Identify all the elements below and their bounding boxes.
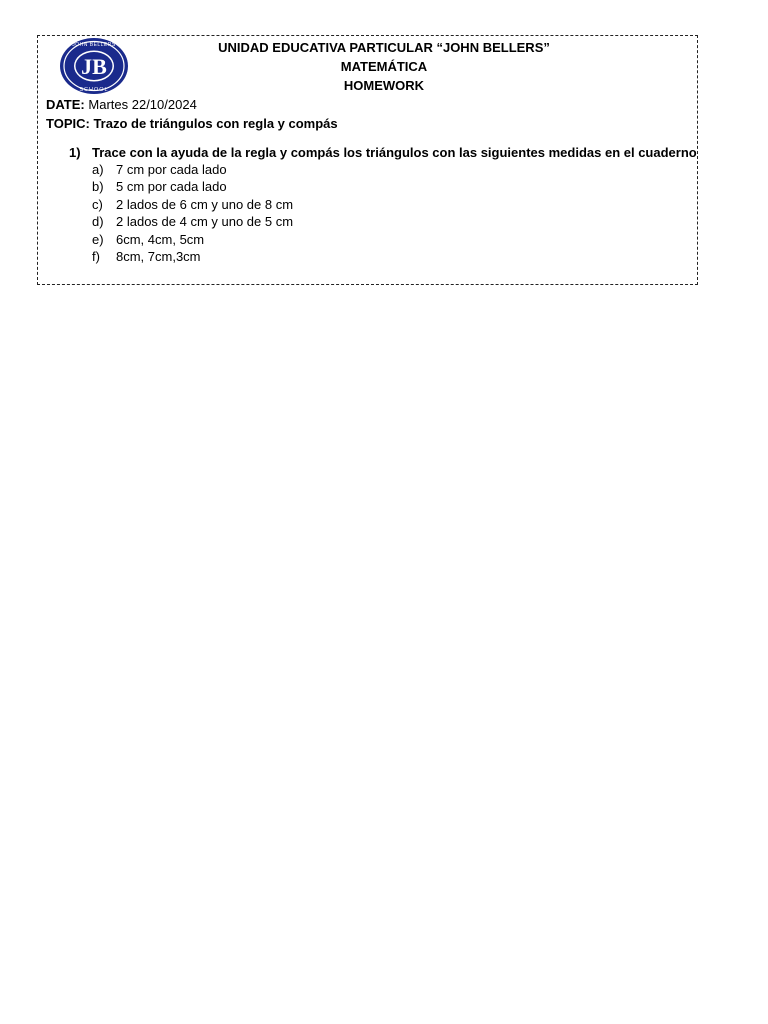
item-marker: f) (92, 249, 100, 264)
topic-label: TOPIC: (46, 116, 90, 131)
list-item: 5 cm por cada lado (116, 179, 227, 194)
homework-title: HOMEWORK (343, 78, 425, 93)
item-marker: c) (92, 197, 103, 212)
topic-value: Trazo de triángulos con regla y compás (93, 116, 338, 131)
item-marker: e) (92, 232, 104, 247)
list-item: 6cm, 4cm, 5cm (116, 232, 205, 247)
list-item: 2 lados de 6 cm y uno de 8 cm (116, 197, 294, 212)
item-marker: d) (92, 214, 104, 229)
date-label: DATE: (46, 97, 85, 112)
item-marker: a) (92, 162, 104, 177)
topic-line (46, 116, 338, 132)
question-number: 1) (69, 145, 81, 160)
svg-text:JB: JB (81, 54, 107, 79)
svg-text:SCHOOL: SCHOOL (79, 87, 109, 93)
list-item: 2 lados de 4 cm y uno de 5 cm (116, 214, 294, 229)
list-item: 7 cm por cada lado (116, 162, 227, 177)
date-value: Martes 22/10/2024 (88, 97, 197, 112)
date-line (46, 97, 197, 113)
svg-text:JOHN BELLERS: JOHN BELLERS (72, 42, 116, 48)
list-item: 8cm, 7cm,3cm (116, 249, 201, 264)
item-marker: b) (92, 179, 104, 194)
subject-title: MATEMÁTICA (340, 59, 428, 74)
question-text: Trace con la ayuda de la regla y compás los triángulos con las siguientes medidas en el cuaderno (92, 145, 697, 160)
school-name: UNIDAD EDUCATIVA PARTICULAR “JOHN BELLERS” (218, 40, 550, 55)
